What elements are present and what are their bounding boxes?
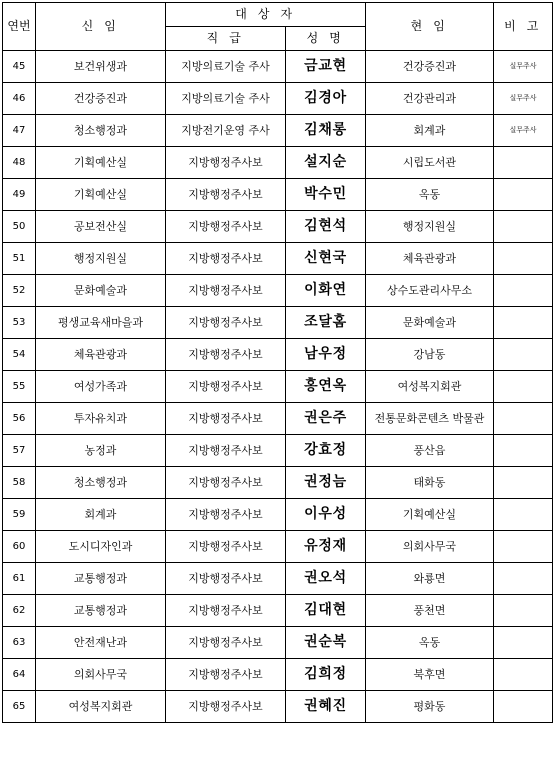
cell-rank: 지방행정주사보 bbox=[166, 179, 286, 211]
cell-name: 강효정 bbox=[286, 435, 366, 467]
cell-new-post: 안전재난과 bbox=[36, 627, 166, 659]
table-row bbox=[3, 499, 553, 531]
cell-name: 조달홈 bbox=[286, 307, 366, 339]
cell-current-post: 여성복지회관 bbox=[366, 371, 494, 403]
cell-rank: 지방행정주사보 bbox=[166, 339, 286, 371]
table-row bbox=[3, 627, 553, 659]
cell-rank: 지방행정주사보 bbox=[166, 403, 286, 435]
cell-current-post: 전통문화콘텐츠 박물관 bbox=[366, 403, 494, 435]
table-row bbox=[3, 659, 553, 691]
header-new-post: 신 임 bbox=[36, 3, 166, 51]
table-row bbox=[3, 243, 553, 275]
table-row bbox=[3, 179, 553, 211]
cell-rank: 지방행정주사보 bbox=[166, 371, 286, 403]
cell-new-post: 의회사무국 bbox=[36, 659, 166, 691]
cell-no: 46 bbox=[3, 83, 36, 115]
cell-current-post: 문화예술과 bbox=[366, 307, 494, 339]
cell-name: 권정늠 bbox=[286, 467, 366, 499]
table-row bbox=[3, 83, 553, 115]
cell-new-post: 기획예산실 bbox=[36, 179, 166, 211]
cell-rank: 지방행정주사보 bbox=[166, 531, 286, 563]
cell-current-post: 건강증진과 bbox=[366, 51, 494, 83]
cell-rank: 지방행정주사보 bbox=[166, 275, 286, 307]
cell-rank: 지방행정주사보 bbox=[166, 499, 286, 531]
cell-name: 유정재 bbox=[286, 531, 366, 563]
cell-name: 설지순 bbox=[286, 147, 366, 179]
cell-no: 63 bbox=[3, 627, 36, 659]
cell-no: 48 bbox=[3, 147, 36, 179]
cell-note: 실무주사 bbox=[494, 83, 553, 115]
cell-no: 59 bbox=[3, 499, 36, 531]
cell-new-post: 투자유치과 bbox=[36, 403, 166, 435]
cell-rank: 지방의료기술 주사 bbox=[166, 51, 286, 83]
cell-no: 55 bbox=[3, 371, 36, 403]
cell-rank: 지방행정주사보 bbox=[166, 243, 286, 275]
cell-name: 김대현 bbox=[286, 595, 366, 627]
cell-new-post: 도시디자인과 bbox=[36, 531, 166, 563]
cell-note bbox=[494, 275, 553, 307]
cell-rank: 지방전기운영 주사 bbox=[166, 115, 286, 147]
table-row bbox=[3, 115, 553, 147]
cell-note bbox=[494, 403, 553, 435]
cell-note: 실무주사 bbox=[494, 115, 553, 147]
cell-current-post: 태화동 bbox=[366, 467, 494, 499]
cell-new-post: 여성가족과 bbox=[36, 371, 166, 403]
cell-new-post: 문화예술과 bbox=[36, 275, 166, 307]
cell-no: 62 bbox=[3, 595, 36, 627]
table-row bbox=[3, 339, 553, 371]
cell-current-post: 옥동 bbox=[366, 179, 494, 211]
cell-note bbox=[494, 627, 553, 659]
cell-no: 49 bbox=[3, 179, 36, 211]
cell-rank: 지방행정주사보 bbox=[166, 307, 286, 339]
cell-new-post: 보건위생과 bbox=[36, 51, 166, 83]
cell-no: 45 bbox=[3, 51, 36, 83]
cell-current-post: 건강관리과 bbox=[366, 83, 494, 115]
cell-name: 이화연 bbox=[286, 275, 366, 307]
cell-note bbox=[494, 595, 553, 627]
cell-note bbox=[494, 211, 553, 243]
cell-current-post: 와룡면 bbox=[366, 563, 494, 595]
table-row bbox=[3, 211, 553, 243]
cell-current-post: 기획예산실 bbox=[366, 499, 494, 531]
table-row bbox=[3, 531, 553, 563]
cell-no: 58 bbox=[3, 467, 36, 499]
table-row bbox=[3, 371, 553, 403]
cell-current-post: 풍산읍 bbox=[366, 435, 494, 467]
table-row bbox=[3, 563, 553, 595]
table-row bbox=[3, 275, 553, 307]
cell-no: 64 bbox=[3, 659, 36, 691]
cell-current-post: 체육관광과 bbox=[366, 243, 494, 275]
cell-new-post: 행정지원실 bbox=[36, 243, 166, 275]
cell-new-post: 회계과 bbox=[36, 499, 166, 531]
cell-note bbox=[494, 691, 553, 723]
cell-no: 57 bbox=[3, 435, 36, 467]
cell-new-post: 교통행정과 bbox=[36, 595, 166, 627]
cell-no: 54 bbox=[3, 339, 36, 371]
cell-rank: 지방행정주사보 bbox=[166, 147, 286, 179]
cell-current-post: 강남동 bbox=[366, 339, 494, 371]
table-row bbox=[3, 691, 553, 723]
cell-rank: 지방행정주사보 bbox=[166, 211, 286, 243]
cell-name: 김경아 bbox=[286, 83, 366, 115]
cell-current-post: 의회사무국 bbox=[366, 531, 494, 563]
cell-new-post: 청소행정과 bbox=[36, 115, 166, 147]
cell-note bbox=[494, 499, 553, 531]
cell-new-post: 여성복지회관 bbox=[36, 691, 166, 723]
cell-note bbox=[494, 531, 553, 563]
cell-new-post: 농정과 bbox=[36, 435, 166, 467]
table-row bbox=[3, 307, 553, 339]
header-name: 성 명 bbox=[286, 27, 366, 51]
cell-current-post: 행정지원실 bbox=[366, 211, 494, 243]
cell-rank: 지방행정주사보 bbox=[166, 563, 286, 595]
cell-no: 56 bbox=[3, 403, 36, 435]
cell-note bbox=[494, 467, 553, 499]
cell-no: 52 bbox=[3, 275, 36, 307]
cell-name: 김현석 bbox=[286, 211, 366, 243]
cell-current-post: 회계과 bbox=[366, 115, 494, 147]
cell-note bbox=[494, 179, 553, 211]
cell-name: 금교현 bbox=[286, 51, 366, 83]
cell-rank: 지방행정주사보 bbox=[166, 691, 286, 723]
cell-no: 61 bbox=[3, 563, 36, 595]
header-note: 비 고 bbox=[494, 3, 553, 51]
cell-no: 47 bbox=[3, 115, 36, 147]
cell-name: 남우정 bbox=[286, 339, 366, 371]
cell-note bbox=[494, 307, 553, 339]
cell-new-post: 청소행정과 bbox=[36, 467, 166, 499]
table-row bbox=[3, 595, 553, 627]
cell-rank: 지방행정주사보 bbox=[166, 659, 286, 691]
cell-name: 권오석 bbox=[286, 563, 366, 595]
table-row bbox=[3, 435, 553, 467]
cell-note bbox=[494, 371, 553, 403]
header-target: 대 상 자 bbox=[166, 3, 366, 27]
cell-new-post: 기획예산실 bbox=[36, 147, 166, 179]
cell-name: 박수민 bbox=[286, 179, 366, 211]
cell-new-post: 체육관광과 bbox=[36, 339, 166, 371]
cell-no: 53 bbox=[3, 307, 36, 339]
cell-name: 홍연옥 bbox=[286, 371, 366, 403]
cell-name: 권순복 bbox=[286, 627, 366, 659]
cell-no: 50 bbox=[3, 211, 36, 243]
cell-no: 51 bbox=[3, 243, 36, 275]
cell-rank: 지방행정주사보 bbox=[166, 595, 286, 627]
cell-name: 권혜진 bbox=[286, 691, 366, 723]
cell-note bbox=[494, 243, 553, 275]
cell-no: 60 bbox=[3, 531, 36, 563]
cell-current-post: 상수도관리사무소 bbox=[366, 275, 494, 307]
cell-note bbox=[494, 147, 553, 179]
cell-no: 65 bbox=[3, 691, 36, 723]
cell-note bbox=[494, 659, 553, 691]
cell-rank: 지방행정주사보 bbox=[166, 627, 286, 659]
cell-new-post: 공보전산실 bbox=[36, 211, 166, 243]
cell-current-post: 평화동 bbox=[366, 691, 494, 723]
cell-new-post: 건강증진과 bbox=[36, 83, 166, 115]
cell-new-post: 평생교육새마을과 bbox=[36, 307, 166, 339]
cell-current-post: 풍천면 bbox=[366, 595, 494, 627]
cell-name: 김채롱 bbox=[286, 115, 366, 147]
table-row bbox=[3, 403, 553, 435]
cell-note bbox=[494, 563, 553, 595]
cell-note bbox=[494, 339, 553, 371]
cell-name: 신현국 bbox=[286, 243, 366, 275]
cell-rank: 지방행정주사보 bbox=[166, 467, 286, 499]
header-current-post: 현 임 bbox=[366, 3, 494, 51]
table-row bbox=[3, 51, 553, 83]
personnel-table bbox=[2, 2, 553, 723]
table-row bbox=[3, 467, 553, 499]
cell-name: 김희정 bbox=[286, 659, 366, 691]
cell-note: 실무주사 bbox=[494, 51, 553, 83]
cell-name: 권은주 bbox=[286, 403, 366, 435]
cell-current-post: 옥동 bbox=[366, 627, 494, 659]
header-no: 연번 bbox=[3, 3, 36, 51]
header-rank: 직 급 bbox=[166, 27, 286, 51]
cell-note bbox=[494, 435, 553, 467]
cell-rank: 지방의료기술 주사 bbox=[166, 83, 286, 115]
table-row bbox=[3, 147, 553, 179]
cell-rank: 지방행정주사보 bbox=[166, 435, 286, 467]
cell-new-post: 교통행정과 bbox=[36, 563, 166, 595]
cell-name: 이우성 bbox=[286, 499, 366, 531]
cell-current-post: 시립도서관 bbox=[366, 147, 494, 179]
cell-current-post: 북후면 bbox=[366, 659, 494, 691]
